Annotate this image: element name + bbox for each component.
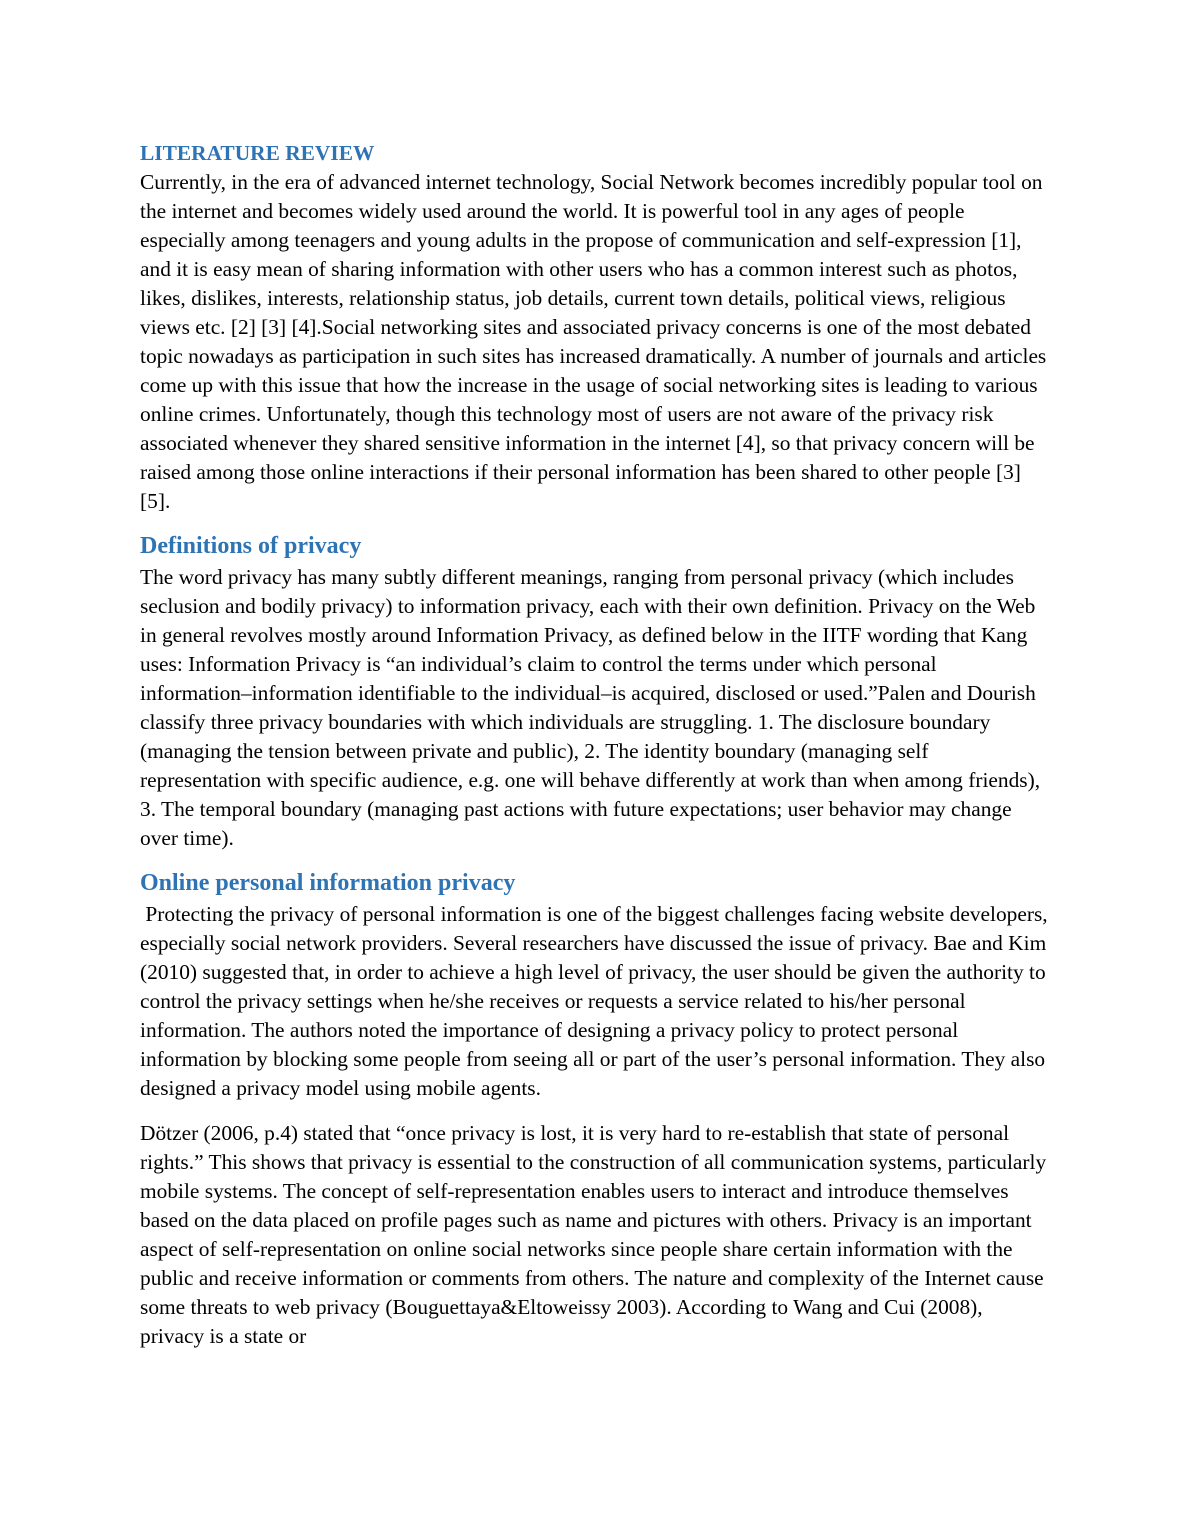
intro-paragraph: Currently, in the era of advanced internet technology, Social Network becomes incredibly popular tool on the internet and becomes widely used around the world. It is powerful tool in any ages of people especially among teenagers and young adults in the propose of communication and self-expression [1], and it is easy mean of sharing information with other users who has a common interest such as photos, likes, dislikes, interests, relationship status, job details, current town details, political views, religious views etc. [2] [3] [4].Social networking sites and associated privacy concerns is one of the most debated topic nowadays as participation in such sites has increased dramatically. A number of journals and articles come up with this issue that how the increase in the usage of social networking sites is leading to various online crimes. Unfortunately, though this technology most of users are not aware of the privacy risk associated whenever they shared sensitive information in the internet [4], so that privacy concern will be raised among those online interactions if their personal information has been shared to other people [3] [5].: [140, 170, 1047, 513]
definitions-paragraph: The word privacy has many subtly different meanings, ranging from personal privacy (which includes seclusion and bodily privacy) to information privacy, each with their own definition. Privacy on the Web in general revolves mostly around Information Privacy, as defined below in the IITF wording that Kang uses: Information Privacy is “an individual’s claim to control the terms under which personal information–information identifiable to the individual–is acquired, disclosed or used.”Palen and Dourish classify three privacy boundaries with which individuals are struggling. 1. The disclosure boundary (managing the tension between private and public), 2. The identity boundary (managing self representation with specific audience, e.g. one will behave differently at work than when among friends), 3. The temporal boundary (managing past actions with future expectations; user behavior may change over time).: [140, 565, 1041, 850]
online-privacy-paragraph-2: Dötzer (2006, p.4) stated that “once privacy is lost, it is very hard to re-establish that state of personal rights.” This shows that privacy is essential to the construction of all communication systems, particularly mobile systems. The concept of self-representation enables users to interact and introduce themselves based on the data placed on profile pages such as name and pictures with others. Privacy is an important aspect of self-representation on online social networks since people share certain information with the public and receive information or comments from others. The nature and complexity of the Internet cause some threats to web privacy (Bouguettaya&Eltoweissy 2003). According to Wang and Cui (2008), privacy is a state or: [140, 1121, 1047, 1348]
document-page: [140, 138, 1052, 1351]
definitions-of-privacy-heading: Definitions of privacy: [140, 533, 362, 559]
online-privacy-paragraph-1: Protecting the privacy of personal information is one of the biggest challenges facing website developers, especially social network providers. Several researchers have discussed the issue of privacy. Bae and Kim (2010) suggested that, in order to achieve a high level of privacy, the user should be given the authority to control the privacy settings when he/she receives or requests a service related to his/her personal information. The authors noted the importance of designing a privacy policy to protect personal information by blocking some people from seeing all or part of the user’s personal information. They also designed a privacy model using mobile agents.: [140, 902, 1054, 1100]
literature-review-heading: LITERATURE REVIEW: [140, 141, 375, 165]
online-personal-information-privacy-heading: Online personal information privacy: [140, 870, 516, 896]
